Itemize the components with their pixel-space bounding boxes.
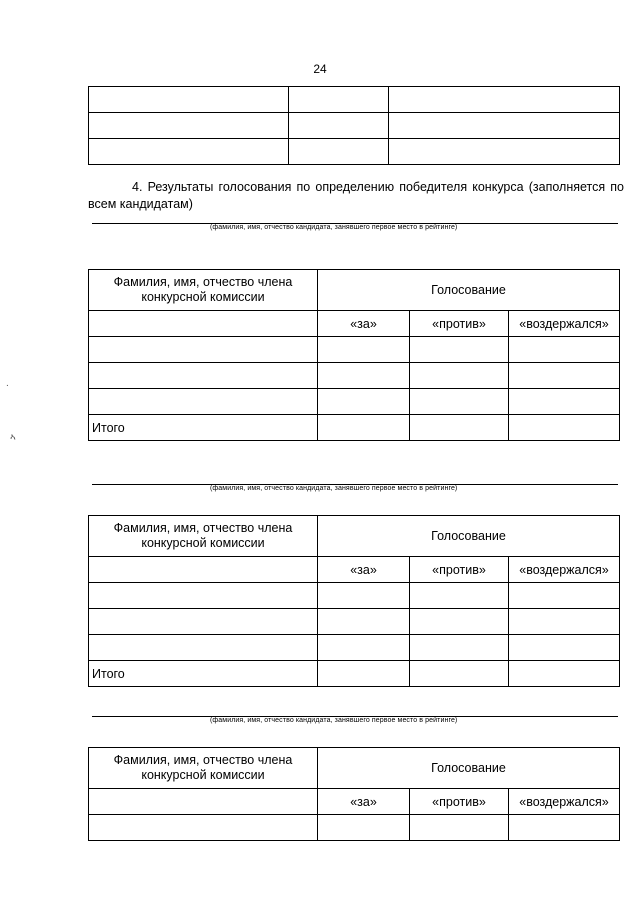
voting-column-header: Голосование xyxy=(318,516,620,557)
table-row xyxy=(89,87,620,113)
table-row xyxy=(89,815,620,841)
voting-column-header: Голосование xyxy=(318,270,620,311)
voting-table xyxy=(88,269,620,441)
table-row xyxy=(89,609,620,635)
table-row xyxy=(89,139,620,165)
member-column-header: Фамилия, имя, отчество члена конкурсной комиссии xyxy=(89,748,318,789)
total-row xyxy=(89,415,620,441)
member-column-header: Фамилия, имя, отчество члена конкурсной комиссии xyxy=(89,516,318,557)
member-column-header: Фамилия, имя, отчество члена конкурсной комиссии xyxy=(89,270,318,311)
against-column-header: «против» xyxy=(410,311,509,337)
total-label: Итого xyxy=(89,661,318,687)
table-row xyxy=(89,635,620,661)
abstained-column-header: «воздержался» xyxy=(509,311,620,337)
voting-table xyxy=(88,747,620,841)
candidate-caption: (фамилия, имя, отчество кандидата, занявшего первое место в рейтинге) xyxy=(210,717,458,724)
table-row xyxy=(89,363,620,389)
total-row xyxy=(89,661,620,687)
voting-column-header: Голосование xyxy=(318,748,620,789)
candidate-caption: (фамилия, имя, отчество кандидата, занявшего первое место в рейтинге) xyxy=(210,485,458,492)
voting-table xyxy=(88,515,620,687)
top-table-continuation xyxy=(88,86,620,165)
against-column-header: «против» xyxy=(410,789,509,815)
for-column-header: «за» xyxy=(318,311,410,337)
page-number: 24 xyxy=(313,62,327,76)
abstained-column-header: «воздержался» xyxy=(509,557,620,583)
against-column-header: «против» xyxy=(410,557,509,583)
abstained-column-header: «воздержался» xyxy=(509,789,620,815)
table-row xyxy=(89,113,620,139)
for-column-header: «за» xyxy=(318,557,410,583)
section-heading: 4. Результаты голосования по определению победителя конкурса (заполняется по всем кандидатам) xyxy=(88,180,624,211)
table-row xyxy=(89,389,620,415)
candidate-caption: (фамилия, имя, отчество кандидата, занявшего первое место в рейтинге) xyxy=(210,224,458,231)
total-label: Итого xyxy=(89,415,318,441)
table-row xyxy=(89,337,620,363)
table-row xyxy=(89,583,620,609)
margin-symbol: ኣ xyxy=(10,432,16,443)
for-column-header: «за» xyxy=(318,789,410,815)
margin-dot: . xyxy=(6,378,9,389)
